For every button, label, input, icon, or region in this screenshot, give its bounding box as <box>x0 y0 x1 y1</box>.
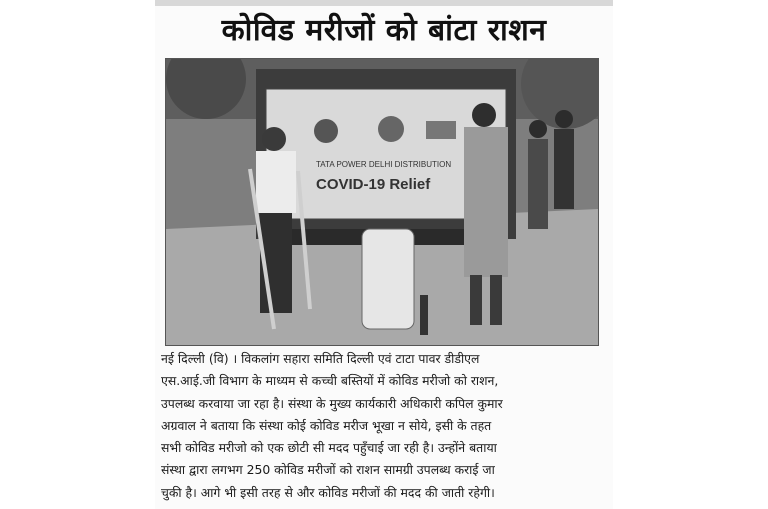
article-line: सभी कोविड मरीजो को एक छोटी सी मदद पहुँचाई जा रही है। उन्होंने बताया <box>161 440 497 456</box>
top-cut-edge <box>155 0 613 6</box>
headline: कोविड मरीजों को बांटा राशन <box>221 13 547 48</box>
article-line: अग्रवाल ने बताया कि संस्था कोई कोविड मरीज भूखा न सोये, इसी के तहत <box>161 417 492 433</box>
article-line: उपलब्ध करवाया जा रहा है। संस्था के मुख्य कार्यकारी अधिकारी कपिल कुमार <box>161 395 503 411</box>
article-body <box>161 348 609 504</box>
article-line: चुकी है। आगे भी इसी तरह से और कोविड मरीजों की मदद की जाती रहेगी। <box>161 484 495 500</box>
article-line: एस.आई.जी विभाग के माध्यम से कच्ची बस्तियों में कोविड मरीजो को राशन, <box>161 373 499 389</box>
news-clipping <box>155 0 613 509</box>
article-line: संस्था द्वारा लगभग 250 कोविड मरीजों को राशन सामग्री उपलब्ध कराई जा <box>161 462 495 478</box>
banner-line2: COVID-19 Relief <box>316 176 431 193</box>
banner-line1: TATA POWER DELHI DISTRIBUTION <box>316 160 452 169</box>
news-photo <box>165 58 599 346</box>
article-line: नई दिल्ली (वि) । विकलांग सहारा समिति दिल्ली एवं टाटा पावर डीडीएल <box>161 351 480 366</box>
